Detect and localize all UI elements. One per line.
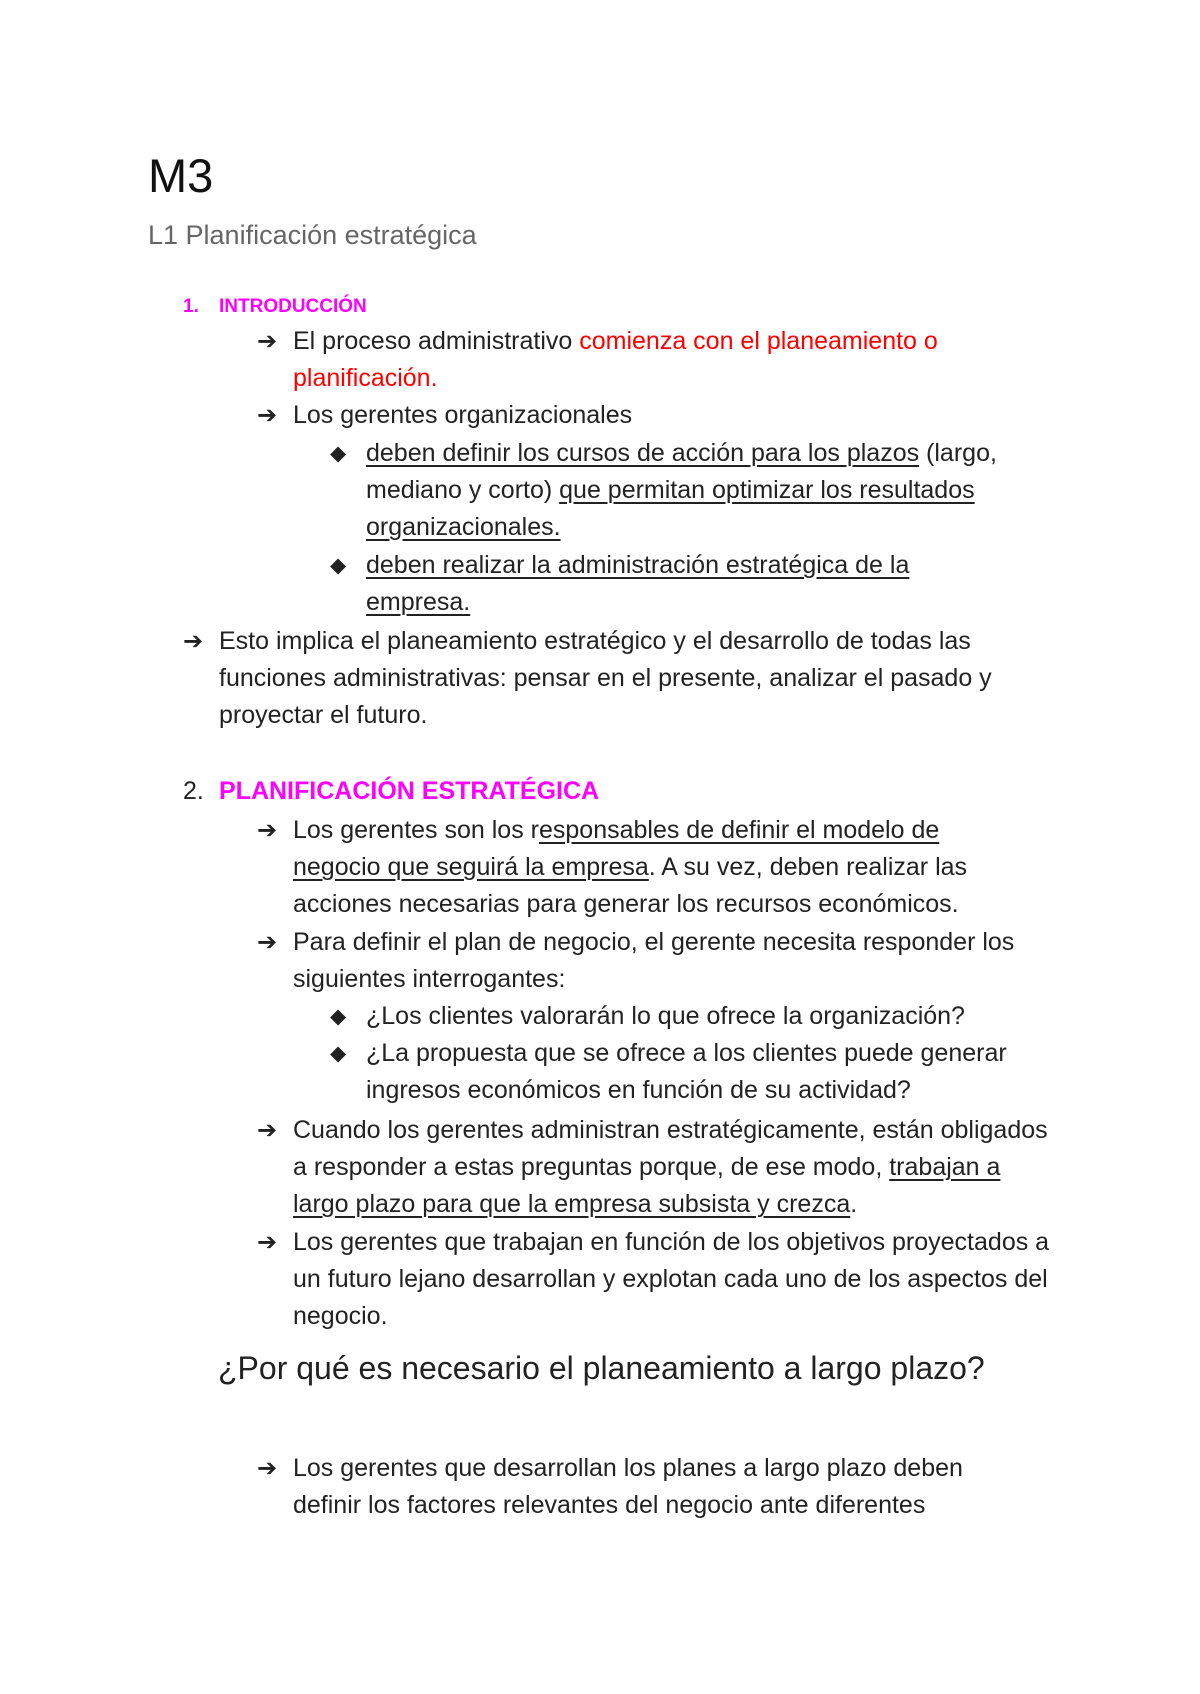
- question-item-1: Los gerentes que desarrollan los planes a largo plazo deben definir los factores relevantes del negocio ante diferentes: [293, 1454, 963, 1519]
- underlined-text: esponsables de definir el modelo de negocio que seguirá la empresa: [293, 816, 940, 881]
- section-2-title: PLANIFICACIÓN ESTRATÉGICA: [219, 777, 600, 805]
- item-text: El proceso administrativo: [293, 327, 580, 355]
- item-text: (largo, mediano y corto): [366, 439, 997, 504]
- section-1-number: 1.: [183, 296, 199, 317]
- diamond-bullet-icon: ◆: [330, 1041, 347, 1065]
- underlined-text: trabajan a largo plazo para que la empresa subsista y crezca: [293, 1153, 1001, 1218]
- arrow-bullet-icon: ➔: [257, 1116, 278, 1144]
- section-1-subitem-2: [366, 547, 1006, 621]
- arrow-bullet-icon: ➔: [257, 816, 278, 844]
- arrow-bullet-icon: ➔: [183, 627, 204, 655]
- section-1-subitem-1: [366, 435, 1076, 546]
- diamond-bullet-icon: ◆: [330, 441, 347, 465]
- section-2-subitem-1: ¿Los clientes valorarán lo que ofrece la organización?: [366, 1002, 965, 1030]
- underlined-text: que permitan optimizar los resultados organizacionales.: [366, 476, 975, 541]
- arrow-bullet-icon: ➔: [257, 928, 278, 956]
- arrow-bullet-icon: ➔: [257, 401, 278, 429]
- section-2-item-1: [293, 812, 1033, 923]
- arrow-bullet-icon: ➔: [257, 1228, 278, 1256]
- item-text: Cuando los gerentes administran estratégicamente, están obligados a responder a estas preguntas porque, de ese modo,: [293, 1116, 1048, 1181]
- arrow-bullet-icon: ➔: [257, 1454, 278, 1482]
- section-1-item-2: Los gerentes organizacionales: [293, 401, 633, 429]
- item-text: . A su vez, deben realizar las acciones necesarias para generar los recursos económicos.: [293, 853, 968, 918]
- diamond-bullet-icon: ◆: [330, 553, 347, 577]
- underlined-text: deben realizar la administración estratégica de la empresa.: [366, 551, 910, 616]
- section-2-item-3: [293, 1112, 1058, 1223]
- question-heading: ¿Por qué es necesario el planeamiento a largo plazo?: [218, 1350, 985, 1386]
- underlined-text: deben definir los cursos de acción para los plazos: [366, 439, 920, 467]
- highlighted-text: comienza con el planeamiento o planificación.: [293, 327, 938, 392]
- item-text: .: [850, 1190, 858, 1218]
- section-1-item-1: [293, 323, 1033, 397]
- section-1-title: INTRODUCCIÓN: [219, 296, 367, 317]
- section-2-number: 2.: [183, 777, 204, 805]
- section-2-item-4: Los gerentes que trabajan en función de los objetivos proyectados a un futuro lejano desarrollan y explotan cada uno de los aspectos del negocio.: [293, 1228, 1050, 1330]
- section-1-item-3: Esto implica el planeamiento estratégico y el desarrollo de todas las funciones administrativas: pensar en el presente, analizar el pasado y proyectar el futuro.: [219, 627, 992, 729]
- diamond-bullet-icon: ◆: [330, 1004, 347, 1028]
- document-title: M3: [148, 149, 214, 202]
- section-2-item-2: Para definir el plan de negocio, el gerente necesita responder los siguientes interrogantes:: [293, 928, 1015, 993]
- document-subtitle: L1 Planificación estratégica: [148, 220, 477, 250]
- arrow-bullet-icon: ➔: [257, 327, 278, 355]
- item-text: Los gerentes son los r: [293, 816, 539, 844]
- section-2-subitem-2: ¿La propuesta que se ofrece a los clientes puede generar ingresos económicos en función de su actividad?: [366, 1039, 1007, 1104]
